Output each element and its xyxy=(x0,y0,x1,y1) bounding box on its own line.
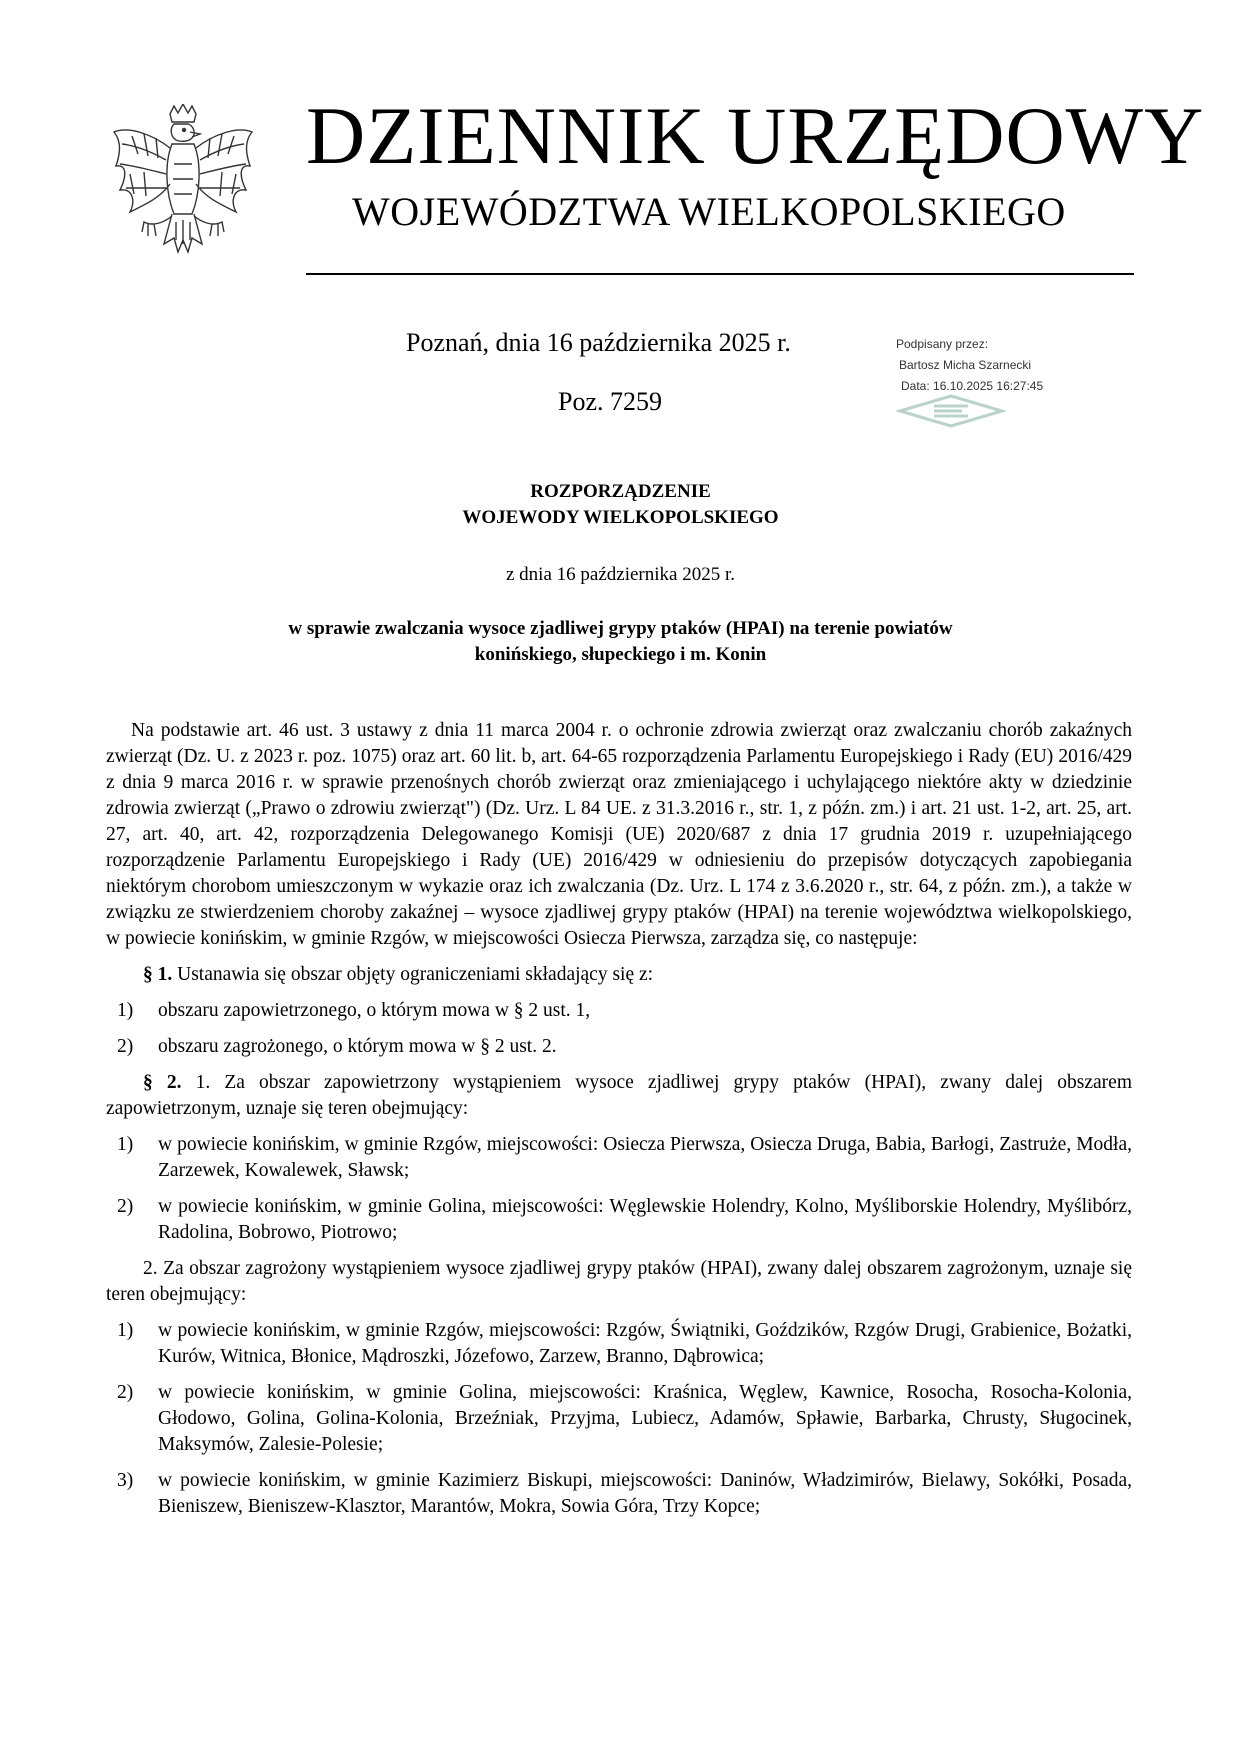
list-item-number: 2) xyxy=(117,1382,134,1403)
paragraph-mark: § 1. xyxy=(143,964,173,985)
digital-signature xyxy=(896,334,1096,397)
journal-subtitle: WOJEWÓDZTWA WIELKOPOLSKIEGO xyxy=(352,189,1066,234)
list-item-text: w powiecie konińskim, w gminie Golina, miejscowości: Węglewskie Holendry, Kolno, Myśliborskie Holendry, Myślibórz, Radolina, Bobrowo, Piotrowo; xyxy=(158,1196,1132,1243)
list-item xyxy=(106,1132,1132,1184)
paragraph-text: 1. Za obszar zapowietrzony wystąpieniem wysoce zjadliwej grypy ptaków (HPAI), zwany dalej obszarem zapowietrzonym, uznaje się teren obejmujący: xyxy=(106,1072,1132,1119)
act-issuer: WOJEWODY WIELKOPOLSKIEGO xyxy=(462,507,779,528)
list-item xyxy=(106,1380,1132,1458)
act-subject-line: konińskiego, słupeckiego i m. Konin xyxy=(474,644,767,665)
list-item-number: 2) xyxy=(117,1196,134,1217)
paragraph-text: Ustanawia się obszar objęty ograniczeniami składający się z: xyxy=(177,964,654,985)
paragraph-2 xyxy=(106,1070,1132,1122)
list-item-text: w powiecie konińskim, w gminie Rzgów, miejscowości: Osiecza Pierwsza, Osiecza Druga, Babia, Barłogi, Zastruże, Modła, Zarzewek, Kowalewek, Sławsk; xyxy=(158,1134,1132,1181)
document-body xyxy=(106,718,1132,1520)
list-item-number: 1) xyxy=(117,1134,134,1155)
list-item-text: w powiecie konińskim, w gminie Golina, miejscowości: Kraśnica, Węglew, Kawnice, Rosocha, Rosocha-Kolonia, Głodowo, Golina, Golina-Kolonia, Brzeźniak, Przyjma, Lubiecz, Adamów, Spławie, Barbarka, Chrusty, Sługocinek, Maksymów, Zalesie-Polesie; xyxy=(158,1382,1132,1455)
list-item xyxy=(106,998,1132,1024)
signature-signer: Bartosz Micha Szarnecki xyxy=(899,358,1032,372)
act-subject-line: w sprawie zwalczania wysoce zjadliwej grypy ptaków (HPAI) na terenie powiatów xyxy=(288,618,953,639)
list-item xyxy=(106,1468,1132,1520)
signature-label: Podpisany przez: xyxy=(896,337,989,351)
preamble: Na podstawie art. 46 ust. 3 ustawy z dnia 11 marca 2004 r. o ochronie zdrowia zwierząt oraz zwalczaniu chorób zakaźnych zwierząt (Dz. U. z 2023 r. poz. 1075) oraz art. 60 lit. b, art. 64-65 rozporządzenia Parlamentu Europejskiego i Rady (EU) 2016/429 z dnia 9 marca 2016 r. w sprawie przenośnych chorób zwierząt oraz zmieniającego i uchylającego niektóre akty w dziedzinie zdrowia zwierząt („Prawo o zdrowiu zwierząt") (Dz. Urz. L 84 UE. z 31.3.2016 r., str. 1, z późn. zm.) i art. 21 ust. 1-2, art. 25, art. 27, art. 40, art. 42, rozporządzenia Delegowanego Komisji (UE) 2020/687 z dnia 17 grudnia 2019 r. uzupełniającego rozporządzenie Parlamentu Europejskiego i Rady (UE) 2016/429 w odniesieniu do przepisów dotyczących zapobiegania niektórym chorobom umieszczonym w wykazie oraz ich zwalczania (Dz. Urz. L 174 z 3.6.2020 r., str. 64, z późn. zm.), a także w związku ze stwierdzeniem choroby zakaźnej – wysoce zjadliwej grypy ptaków (HPAI) na terenie województwa wielkopolskiego, w powiecie konińskim, w gminie Rzgów, w miejscowości Osiecza Pierwsza, zarządza się, co następuje: xyxy=(106,720,1132,949)
list-item-number: 1) xyxy=(117,1320,134,1341)
act-type: ROZPORZĄDZENIE xyxy=(530,481,711,502)
paragraph-1 xyxy=(106,962,1132,988)
list-item xyxy=(106,1194,1132,1246)
list-item-text: w powiecie konińskim, w gminie Rzgów, miejscowości: Rzgów, Świątniki, Goździków, Rzgów Drugi, Grabienice, Bożatki, Kurów, Witnica, Błonice, Mądroszki, Józefowo, Zarzew, Branno, Dąbrowica; xyxy=(158,1320,1132,1367)
list-item-text: w powiecie konińskim, w gminie Kazimierz Biskupi, miejscowości: Daninów, Władzimirów, Bielawy, Sokółki, Posada, Bieniszew, Bieniszew-Klasztor, Marantów, Mokra, Sowia Góra, Trzy Kopce; xyxy=(158,1470,1132,1517)
list-item-number: 3) xyxy=(117,1470,134,1491)
list-item xyxy=(106,1318,1132,1370)
list-item-text: obszaru zagrożonego, o którym mowa w § 2 ust. 2. xyxy=(158,1036,557,1057)
act-subject xyxy=(0,616,1241,668)
position-number: Poz. 7259 xyxy=(558,387,662,416)
signature-logo-icon xyxy=(896,394,1006,428)
journal-title: DZIENNIK URZĘDOWY xyxy=(306,90,1205,181)
list-item-number: 2) xyxy=(117,1036,134,1057)
paragraph-mark: § 2. xyxy=(143,1072,182,1093)
publication-date: Poznań, dnia 16 października 2025 r. xyxy=(406,328,791,357)
paragraph-2-section-2: 2. Za obszar zagrożony wystąpieniem wysoce zjadliwej grypy ptaków (HPAI), zwany dalej obszarem zagrożonym, uznaje się teren obejmujący: xyxy=(106,1258,1132,1305)
signature-date: Data: 16.10.2025 16:27:45 xyxy=(901,379,1044,393)
list-item-number: 1) xyxy=(117,1000,134,1021)
list-item-text: obszaru zapowietrzonego, o którym mowa w § 2 ust. 1, xyxy=(158,1000,591,1021)
polish-eagle-emblem-icon xyxy=(108,104,258,284)
act-date: z dnia 16 października 2025 r. xyxy=(506,564,735,585)
list-item xyxy=(106,1034,1132,1060)
header-divider xyxy=(306,273,1134,275)
